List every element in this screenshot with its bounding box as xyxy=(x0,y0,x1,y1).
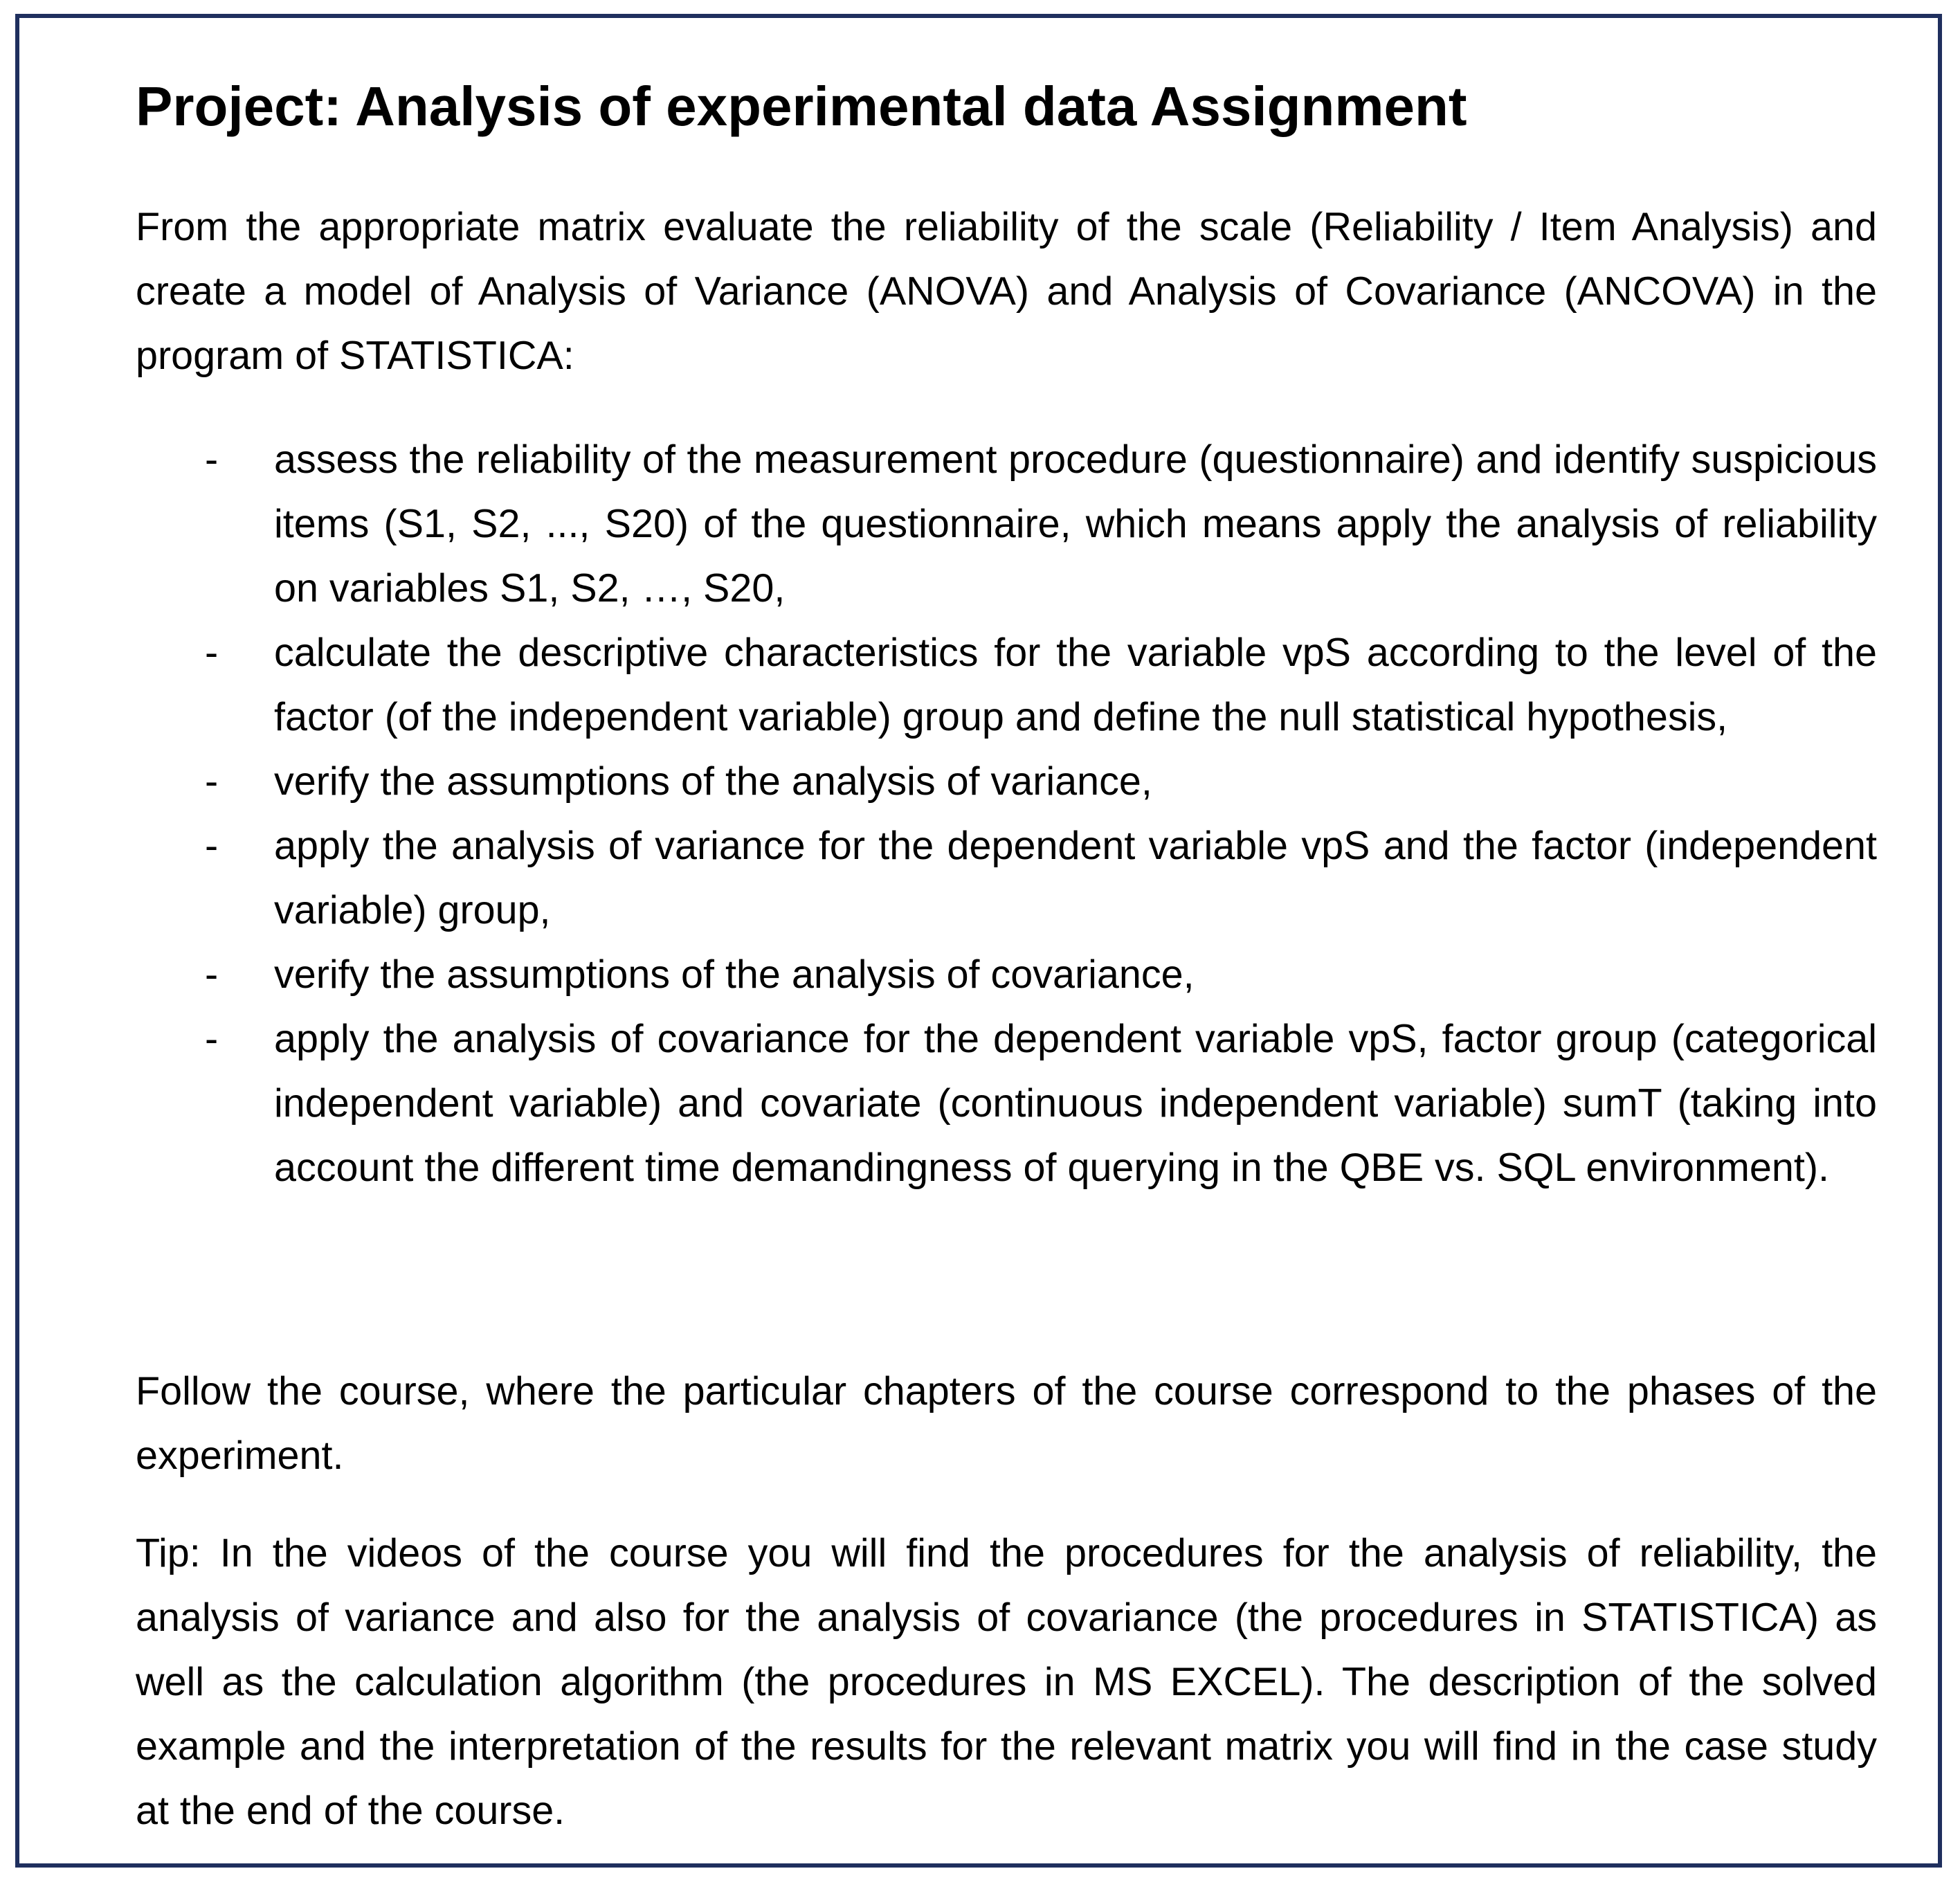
dash-bullet: - xyxy=(205,631,219,675)
task-text: calculate the descriptive characteristics for the variable vpS according to the level of the factor (of the independent variable) group and define the null statistical hypothesis, xyxy=(274,631,1877,739)
task-text: apply the analysis of variance for the dependent variable vpS and the factor (independent variable) group, xyxy=(274,824,1877,932)
intro-paragraph: From the appropriate matrix evaluate the reliability of the scale (Reliability / Item Analysis) and create a model of Analysis of Variance (ANOVA) and Analysis of Covariance (ANCOVA) in the program of STATISTICA: xyxy=(136,205,1877,378)
list-item xyxy=(136,814,1877,943)
dash-bullet: - xyxy=(205,437,219,482)
page-title: Project: Analysis of experimental data Assignment xyxy=(136,75,1467,137)
list-item xyxy=(136,621,1877,750)
dash-bullet: - xyxy=(205,824,219,868)
task-text: apply the analysis of covariance for the dependent variable vpS, factor group (categorical independent variable) and covariate (continuous independent variable) sumT (taking into account the different time demandingness of querying in the QBE vs. SQL environment). xyxy=(274,1017,1877,1190)
list-item xyxy=(136,943,1877,1007)
tip-paragraph: Tip: In the videos of the course you will find the procedures for the analysis of reliability, the analysis of variance and also for the analysis of covariance (the procedures in STATISTICA) as well as the calculation algorithm (the procedures in MS EXCEL). The description of the solved example and the interpretation of the results for the relevant matrix you will find in the case study at the end of the course. xyxy=(136,1531,1877,1833)
task-text: assess the reliability of the measurement procedure (questionnaire) and identify suspicious items (S1, S2, ..., S20) of the questionnaire, which means apply the analysis of reliability on variables S1, S2, …, S20, xyxy=(274,437,1877,611)
dash-bullet: - xyxy=(205,952,219,997)
task-text: verify the assumptions of the analysis of variance, xyxy=(274,759,1152,804)
list-item xyxy=(136,428,1877,621)
task-list xyxy=(136,428,1877,1200)
follow-paragraph: Follow the course, where the particular chapters of the course correspond to the phases of the experiment. xyxy=(136,1369,1877,1478)
dash-bullet: - xyxy=(205,759,219,804)
dash-bullet: - xyxy=(205,1017,219,1061)
document-frame xyxy=(15,14,1942,1868)
list-item xyxy=(136,1007,1877,1200)
list-item xyxy=(136,750,1877,814)
task-text: verify the assumptions of the analysis of covariance, xyxy=(274,952,1195,997)
